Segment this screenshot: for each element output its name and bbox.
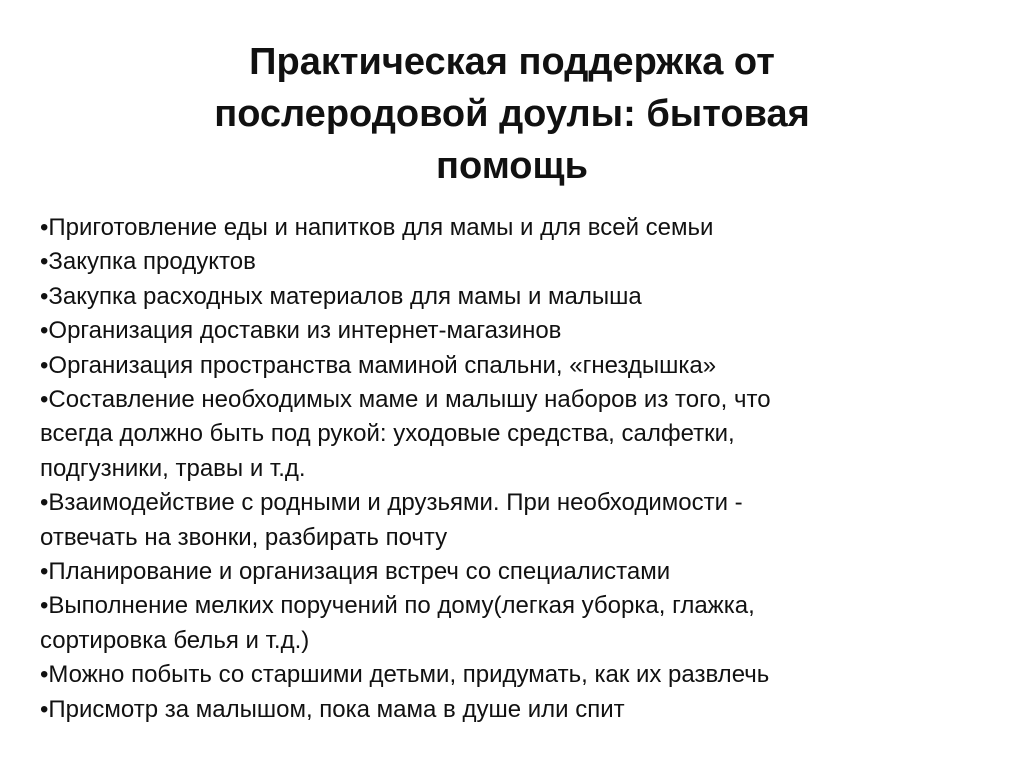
bullet-line: •Закупка продуктов xyxy=(40,248,256,276)
bullet-item xyxy=(40,555,1000,589)
bullet-line: •Составление необходимых маме и малышу наборов из того, что xyxy=(40,386,771,414)
bullet-line: •Закупка расходных материалов для мамы и малыша xyxy=(40,282,642,310)
slide-title xyxy=(120,36,904,192)
bullet-item xyxy=(40,658,1000,692)
bullet-item xyxy=(40,383,1000,486)
bullet-line: •Планирование и организация встреч со специалистами xyxy=(40,558,671,586)
bullet-item xyxy=(40,211,1000,245)
bullet-item xyxy=(40,693,1000,727)
bullet-line: сортировка белья и т.д.) xyxy=(40,626,310,654)
bullet-item xyxy=(40,349,1000,383)
bullet-line: подгузники, травы и т.д. xyxy=(40,454,306,482)
bullet-line: •Взаимодействие с родными и друзьями. При необходимости - xyxy=(40,489,743,517)
bullet-line: всегда должно быть под рукой: уходовые средства, салфетки, xyxy=(40,420,735,448)
bullet-item xyxy=(40,280,1000,314)
bullet-line: •Выполнение мелких поручений по дому(легкая уборка, глажка, xyxy=(40,592,755,620)
bullet-line: •Организация доставки из интернет-магазинов xyxy=(40,317,562,345)
bullet-line: отвечать на звонки, разбирать почту xyxy=(40,523,448,551)
bullet-item xyxy=(40,314,1000,348)
bullet-list xyxy=(40,211,1000,727)
bullet-item xyxy=(40,486,1000,555)
slide-title-line: послеродовой доулы: бытовая xyxy=(214,93,810,135)
bullet-line: •Присмотр за малышом, пока мама в душе или спит xyxy=(40,695,625,723)
bullet-line: •Можно побыть со старшими детьми, придумать, как их развлечь xyxy=(40,661,770,689)
slide-title-line: помощь xyxy=(436,145,588,187)
bullet-line: •Организация пространства маминой спальни, «гнездышка» xyxy=(40,351,717,379)
slide-title-line: Практическая поддержка от xyxy=(249,41,775,83)
bullet-line: •Приготовление еды и напитков для мамы и для всей семьи xyxy=(40,214,714,241)
bullet-item xyxy=(40,245,1000,279)
bullet-item xyxy=(40,589,1000,658)
